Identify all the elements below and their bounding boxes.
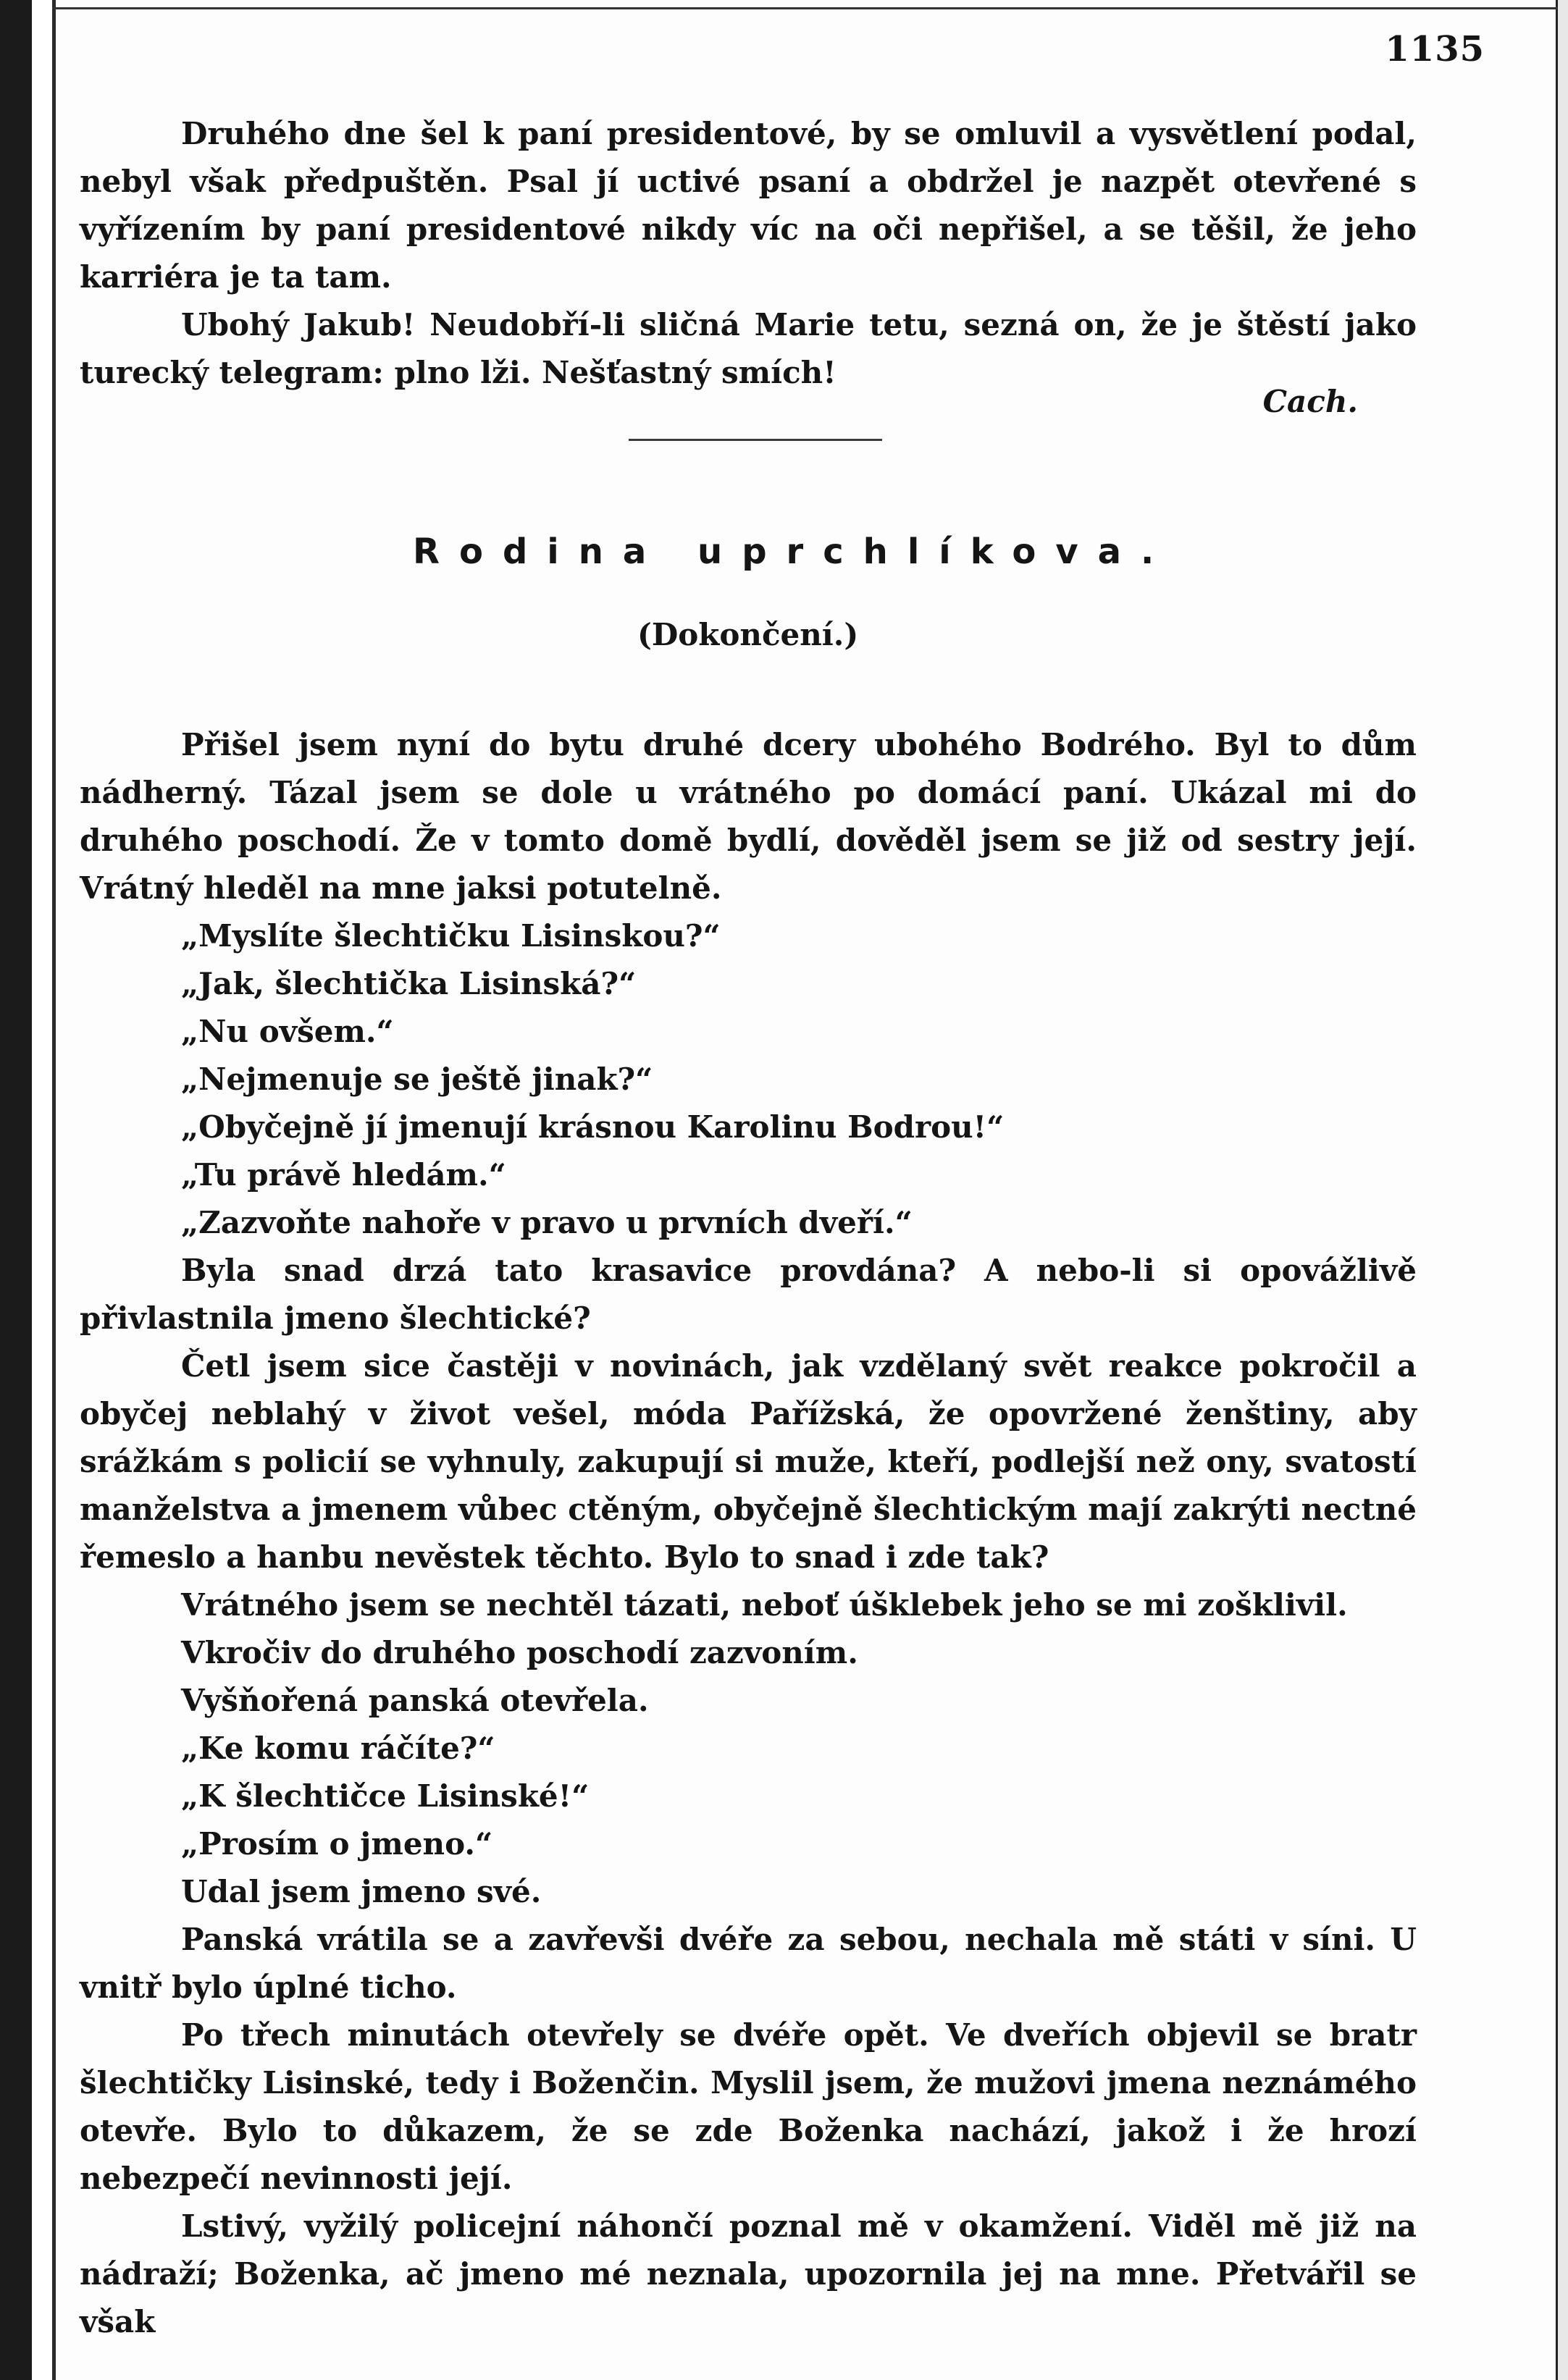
top-edge	[52, 0, 1558, 9]
story-paragraph: Vyšňořená panská otevřela.	[181, 1683, 649, 1718]
dialogue-line: „Tu právě hledám.“	[181, 1157, 506, 1193]
dialogue-line: „Prosím o jmeno.“	[181, 1826, 493, 1862]
dialogue-line: „Ke komu ráčíte?“	[181, 1731, 495, 1766]
story-paragraph: Po třech minutách otevřely se dvéře opět. Ve dveřích objevil se bratr šlechtičky Lisinské, tedy i Boženčin. Myslil jsem, že mužovi jmena neznámého otevře. Bylo to důkazem, že se zde Boženka nachází, jakož i že hrozí nebezpečí nevinnosti její.	[80, 2017, 1417, 2196]
story-paragraph: Panská vrátila se a zavřevši dvéře za sebou, nechala mě státi v síni. U vnitř bylo úplné ticho.	[80, 1922, 1417, 2005]
dialogue-line: „Jak, šlechtička Lisinská?“	[181, 966, 637, 1001]
story-paragraph: Lstivý, vyžilý policejní náhončí poznal mě v okamžení. Viděl mě již na nádraží; Boženka, ač jmeno mé neznala, upozornila jej na mne. Přetvářil se však	[80, 2208, 1417, 2339]
page-number: 1135	[1385, 29, 1485, 70]
right-edge	[1556, 0, 1568, 2380]
intro-block	[80, 110, 1417, 397]
story-paragraph: Vkročiv do druhého poschodí zazvoním.	[181, 1635, 858, 1670]
article-heading: Rodina uprchlíkova.	[413, 531, 1174, 572]
intro-paragraph: Druhého dne šel k paní presidentové, by se omluvil a vysvětlení podal, nebyl však předpuštěn. Psal jí uctivé psaní a obdržel je nazpět otevřené s vyřízením by paní presidentové nikdy víc na oči nepřišel, a se těšil, že jeho karriéra je ta tam.	[80, 116, 1417, 295]
section-divider	[629, 439, 882, 441]
dialogue-line: „Zazvoňte nahoře v pravo u prvních dveří.“	[181, 1205, 913, 1240]
story-paragraph: Přišel jsem nyní do bytu druhé dcery ubohého Bodrého. Byl to dům nádherný. Tázal jsem se dole u vrátného po domácí paní. Ukázal mi do druhého poschodí. Že v tomto domě bydlí, dověděl jsem se již od sestry její. Vrátný hleděl na mne jaksi potutelně.	[80, 727, 1417, 906]
story-paragraph: Udal jsem jmeno své.	[181, 1874, 542, 1909]
article-subheading: (Dokončení.)	[637, 617, 859, 652]
page-margin	[32, 0, 56, 2380]
dialogue-line: „Nu ovšem.“	[181, 1014, 394, 1049]
story-paragraph: Četl jsem sice častěji v novinách, jak vzdělaný svět reakce pokročil a obyčej neblahý v život vešel, móda Pařížská, že opovržené ženštiny, aby srážkám s policií se vyhnuly, zakupují si muže, kteří, podlejší než ony, svatostí manželstva a jmenem vůbec ctěným, obyčejně šlechtickým mají zakrýti nectné řemeslo a hanbu nevěstek těchto. Bylo to snad i zde tak?	[80, 1348, 1417, 1575]
story-paragraph: Vrátného jsem se nechtěl tázati, neboť úšklebek jeho se mi zošklivil.	[181, 1587, 1348, 1623]
dialogue-line: „K šlechtičce Lisinské!“	[181, 1778, 590, 1814]
story-paragraph: Byla snad drzá tato krasavice provdána? A nebo-li si opovážlivě přivlastnila jmeno šlechtické?	[80, 1253, 1417, 1336]
story-body	[80, 721, 1417, 2346]
dialogue-line: „Nejmenuje se ještě jinak?“	[181, 1061, 653, 1097]
dialogue-line: „Obyčejně jí jmenují krásnou Karolinu Bodrou!“	[181, 1109, 1005, 1145]
dialogue-line: „Myslíte šlechtičku Lisinskou?“	[181, 918, 721, 954]
binding-edge	[0, 0, 32, 2380]
author-signature: Cach.	[1262, 384, 1358, 419]
intro-paragraph-2: Ubohý Jakub! Neudobří-li sličná Marie tetu, sezná on, že je štěstí jako turecký telegram: plno lži. Nešťastný smích!	[80, 307, 1417, 390]
